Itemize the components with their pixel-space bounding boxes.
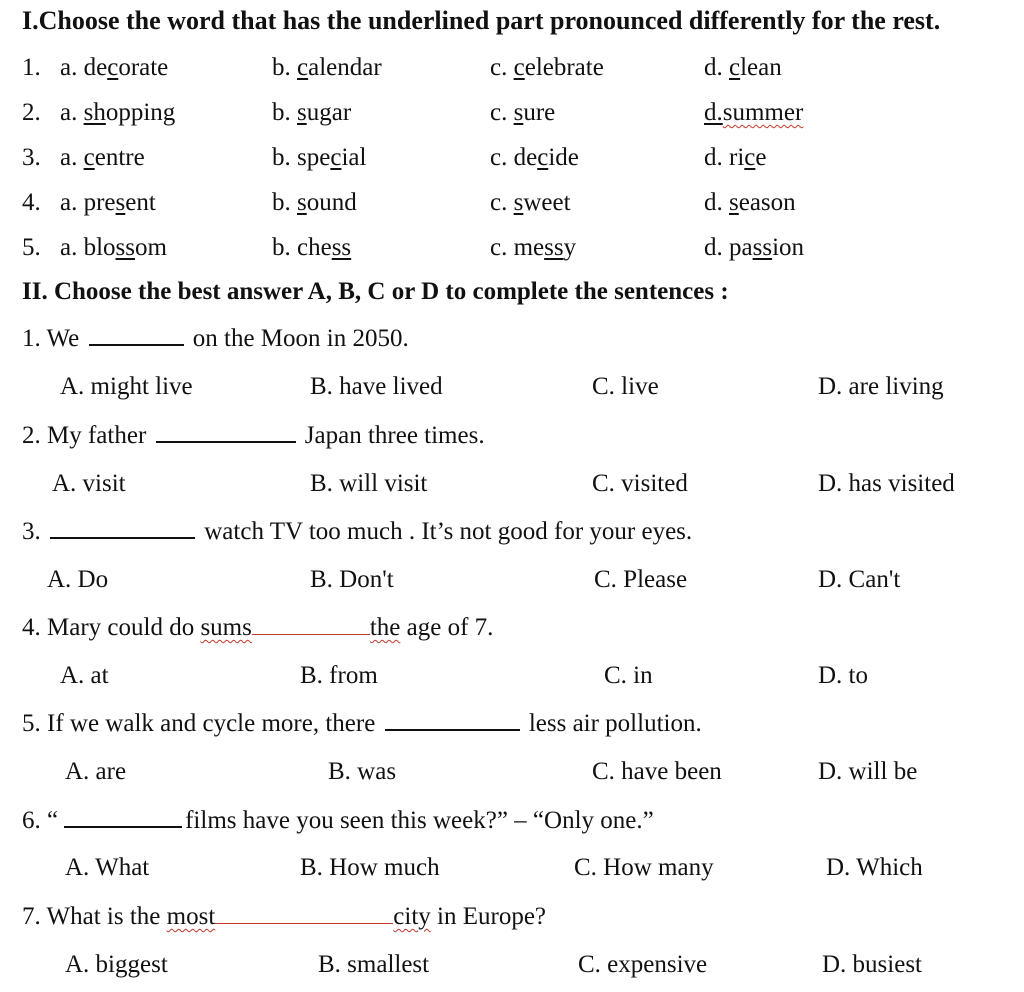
question-text: in Europe? (437, 903, 547, 930)
question-text: watch TV too much . It’s not good for your eyes. (204, 518, 693, 545)
pronunciation-question-number: 1. (22, 54, 41, 81)
question-text: 6. “ (22, 807, 59, 834)
answer-option-a[interactable]: A. might live (60, 373, 193, 400)
pronunciation-question-number: 2. (22, 99, 41, 126)
pronunciation-option[interactable]: b. sugar (272, 99, 352, 126)
pronunciation-question-number: 5. (22, 234, 41, 261)
answer-option-d[interactable]: D. are living (818, 373, 944, 400)
question-1 (22, 324, 409, 354)
answer-option-b[interactable]: B. How much (300, 854, 440, 881)
answer-option-c[interactable]: C. visited (592, 470, 688, 497)
answer-option-b[interactable]: B. will visit (310, 470, 428, 497)
answer-blank[interactable] (252, 634, 370, 636)
answer-option-c[interactable]: C. Please (594, 566, 688, 593)
question-text: on the Moon in 2050. (192, 325, 409, 352)
question-text: 5. If we walk and cycle more, there (22, 710, 376, 737)
question-text: most (166, 903, 216, 930)
pronunciation-option[interactable]: a. decorate (60, 54, 169, 81)
pronunciation-option[interactable]: a. present (60, 189, 156, 216)
question-5 (22, 709, 702, 739)
pronunciation-option[interactable]: d.summer (704, 99, 804, 126)
answer-option-d[interactable]: D. busiest (822, 951, 922, 978)
pronunciation-option[interactable]: b. sound (272, 189, 357, 216)
answer-option-b[interactable]: B. smallest (318, 951, 430, 978)
pronunciation-option[interactable]: a. blossom (60, 234, 167, 261)
answer-blank[interactable] (215, 923, 393, 925)
question-6 (22, 806, 654, 836)
question-text: films have you seen this week?” – “Only one.” (185, 807, 654, 834)
answer-blank[interactable] (50, 537, 195, 539)
answer-option-a[interactable]: A. are (65, 758, 127, 785)
question-text: 7. What is the (22, 903, 161, 930)
answer-option-b[interactable]: B. from (300, 662, 378, 689)
question-text: 2. My father (22, 422, 147, 449)
question-text: less air pollution. (528, 710, 702, 737)
pronunciation-option[interactable]: c. celebrate (490, 54, 604, 81)
question-text: 3. (22, 518, 41, 545)
answer-option-a[interactable]: A. visit (52, 470, 126, 497)
question-4 (22, 613, 493, 643)
pronunciation-option[interactable]: b. chess (272, 234, 352, 261)
answer-option-b[interactable]: B. have lived (310, 373, 443, 400)
question-text: Japan three times. (304, 422, 485, 449)
pronunciation-option[interactable]: d. season (704, 189, 796, 216)
pronunciation-option[interactable]: c. messy (490, 234, 577, 261)
answer-option-a[interactable]: A. at (60, 662, 109, 689)
question-text: 1. We (22, 325, 80, 352)
answer-option-c[interactable]: C. expensive (578, 951, 708, 978)
pronunciation-option[interactable]: c. sweet (490, 189, 571, 216)
pronunciation-question-number: 4. (22, 189, 41, 216)
question-2 (22, 421, 485, 451)
answer-option-a[interactable]: A. biggest (65, 951, 168, 978)
pronunciation-question-number: 3. (22, 144, 41, 171)
question-3 (22, 517, 692, 547)
answer-blank[interactable] (89, 344, 184, 346)
answer-option-d[interactable]: D. Can't (818, 566, 901, 593)
pronunciation-option[interactable]: d. rice (704, 144, 767, 171)
pronunciation-option[interactable]: a. centre (60, 144, 145, 171)
question-text: age of 7. (406, 614, 494, 641)
question-7 (22, 902, 546, 932)
pronunciation-option[interactable]: b. special (272, 144, 367, 171)
answer-option-d[interactable]: D. has visited (818, 470, 955, 497)
answer-option-c[interactable]: C. How many (574, 854, 714, 881)
answer-option-c[interactable]: C. live (592, 373, 659, 400)
answer-option-d[interactable]: D. to (818, 662, 868, 689)
question-text: the (369, 614, 401, 641)
answer-option-d[interactable]: D. will be (818, 758, 918, 785)
pronunciation-option[interactable]: c. decide (490, 144, 579, 171)
answer-blank[interactable] (385, 729, 520, 731)
answer-option-b[interactable]: B. Don't (310, 566, 394, 593)
answer-option-a[interactable]: A. What (65, 854, 150, 881)
section-1-title: I.Choose the word that has the underlined part pronounced differently for the rest. (22, 6, 941, 35)
answer-option-a[interactable]: A. Do (47, 566, 109, 593)
question-text: sums (200, 614, 252, 641)
answer-option-c[interactable]: C. in (604, 662, 653, 689)
answer-option-c[interactable]: C. have been (592, 758, 722, 785)
answer-blank[interactable] (156, 441, 296, 443)
pronunciation-option[interactable]: d. clean (704, 54, 782, 81)
question-text: city (393, 903, 431, 930)
question-text: 4. Mary could do (22, 614, 195, 641)
answer-option-b[interactable]: B. was (328, 758, 397, 785)
pronunciation-option[interactable]: b. calendar (272, 54, 382, 81)
pronunciation-option[interactable]: a. shopping (60, 99, 176, 126)
answer-blank[interactable] (64, 826, 182, 828)
answer-option-d[interactable]: D. Which (826, 854, 923, 881)
section-2-title: II. Choose the best answer A, B, C or D to complete the sentences : (22, 278, 729, 305)
pronunciation-option[interactable]: d. passion (704, 234, 805, 261)
pronunciation-option[interactable]: c. sure (490, 99, 556, 126)
